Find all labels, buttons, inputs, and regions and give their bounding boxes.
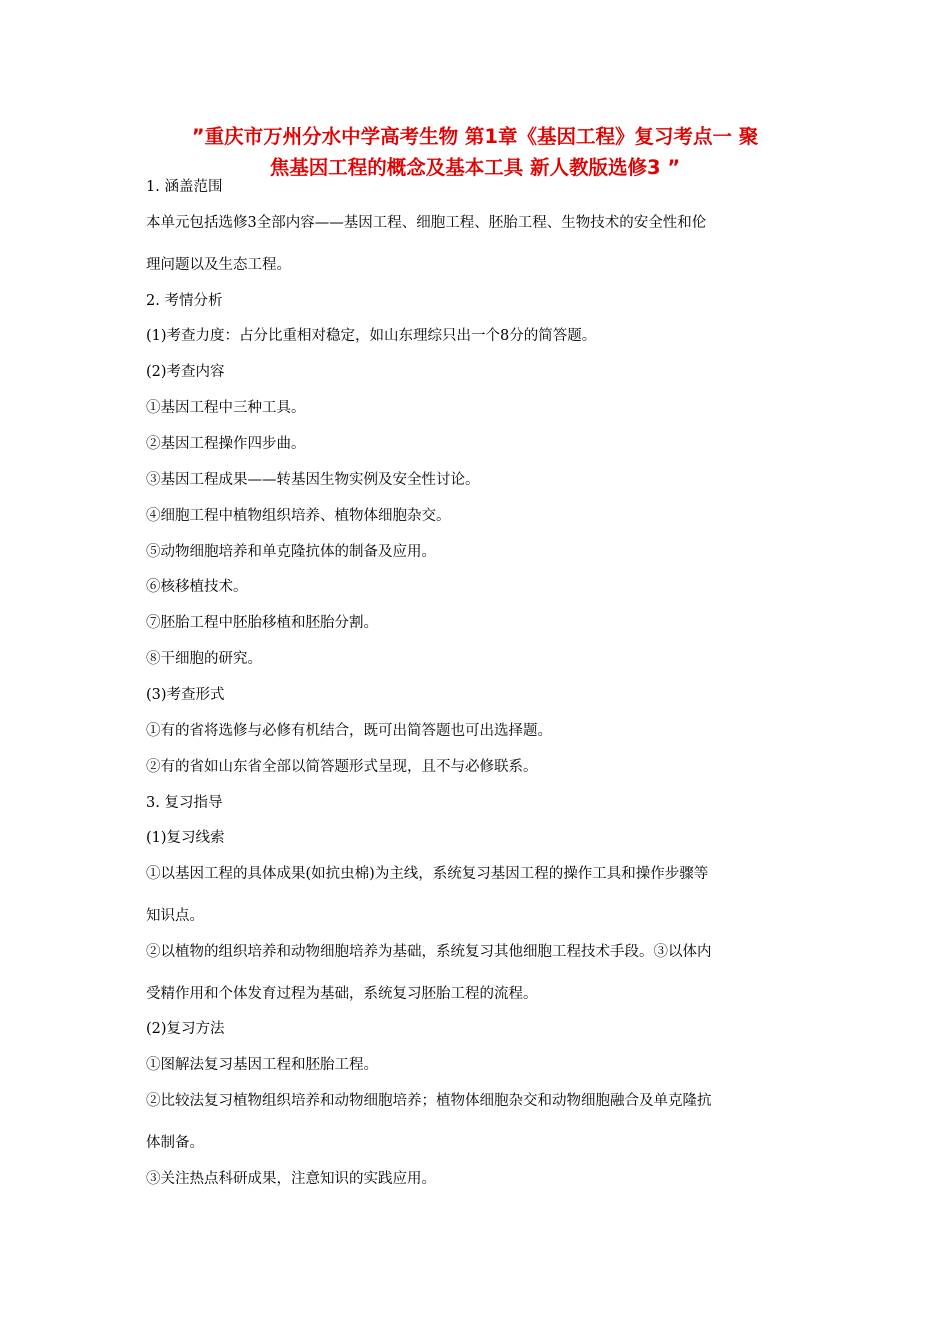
list-item: ⑦胚胎工程中胚胎移植和胚胎分割。 xyxy=(146,615,378,631)
paragraph-line: 体制备。 xyxy=(146,1135,204,1151)
list-item: ②有的省如山东省全部以简答题形式呈现，且不与必修联系。 xyxy=(146,759,538,775)
paragraph-line: 受精作用和个体发育过程为基础，系统复习胚胎工程的流程。 xyxy=(146,986,538,1002)
paragraph-line: 理问题以及生态工程。 xyxy=(146,257,291,273)
list-item: ⑥核移植技术。 xyxy=(146,579,248,595)
subheading-review-clues: (1)复习线索 xyxy=(146,830,225,846)
list-item: ①基因工程中三种工具。 xyxy=(146,400,306,416)
list-item: ⑧干细胞的研究。 xyxy=(146,651,262,667)
list-item: ③基因工程成果——转基因生物实例及安全性讨论。 xyxy=(146,472,480,488)
section-heading-review-guide: 3. 复习指导 xyxy=(146,795,223,811)
subheading-review-methods: (2)复习方法 xyxy=(146,1021,225,1037)
paragraph-line: (1)考查力度：占分比重相对稳定，如山东理综只出一个8分的简答题。 xyxy=(146,328,597,344)
paragraph-line: 本单元包括选修3全部内容——基因工程、细胞工程、胚胎工程、生物技术的安全性和伦 xyxy=(146,215,707,231)
list-item: ②比较法复习植物组织培养和动物细胞培养；植物体细胞杂交和动物细胞融合及单克隆抗 xyxy=(146,1093,712,1109)
list-item: ①以基因工程的具体成果(如抗虫棉)为主线，系统复习基因工程的操作工具和操作步骤等 xyxy=(146,866,709,882)
subheading-exam-content: (2)考查内容 xyxy=(146,364,225,380)
list-item: ②基因工程操作四步曲。 xyxy=(146,436,306,452)
section-heading-exam-analysis: 2. 考情分析 xyxy=(146,293,223,309)
list-item: ②以植物的组织培养和动物细胞培养为基础，系统复习其他细胞工程技术手段。③以体内 xyxy=(146,944,712,960)
title-line-1: ”重庆市万州分水中学高考生物 第1章《基因工程》复习考点一 聚 xyxy=(191,125,759,148)
subheading-exam-form: (3)考查形式 xyxy=(146,687,225,703)
list-item: ③关注热点科研成果，注意知识的实践应用。 xyxy=(146,1171,436,1187)
title-line-2: 焦基因工程的概念及基本工具 新人教版选修3 ” xyxy=(269,156,681,179)
document-title xyxy=(140,121,810,183)
section-heading-scope: 1. 涵盖范围 xyxy=(146,179,223,195)
list-item: ①图解法复习基因工程和胚胎工程。 xyxy=(146,1057,378,1073)
list-item: ⑤动物细胞培养和单克隆抗体的制备及应用。 xyxy=(146,544,436,560)
paragraph-line: 知识点。 xyxy=(146,908,204,924)
list-item: ①有的省将选修与必修有机结合，既可出简答题也可出选择题。 xyxy=(146,723,552,739)
list-item: ④细胞工程中植物组织培养、植物体细胞杂交。 xyxy=(146,508,451,524)
